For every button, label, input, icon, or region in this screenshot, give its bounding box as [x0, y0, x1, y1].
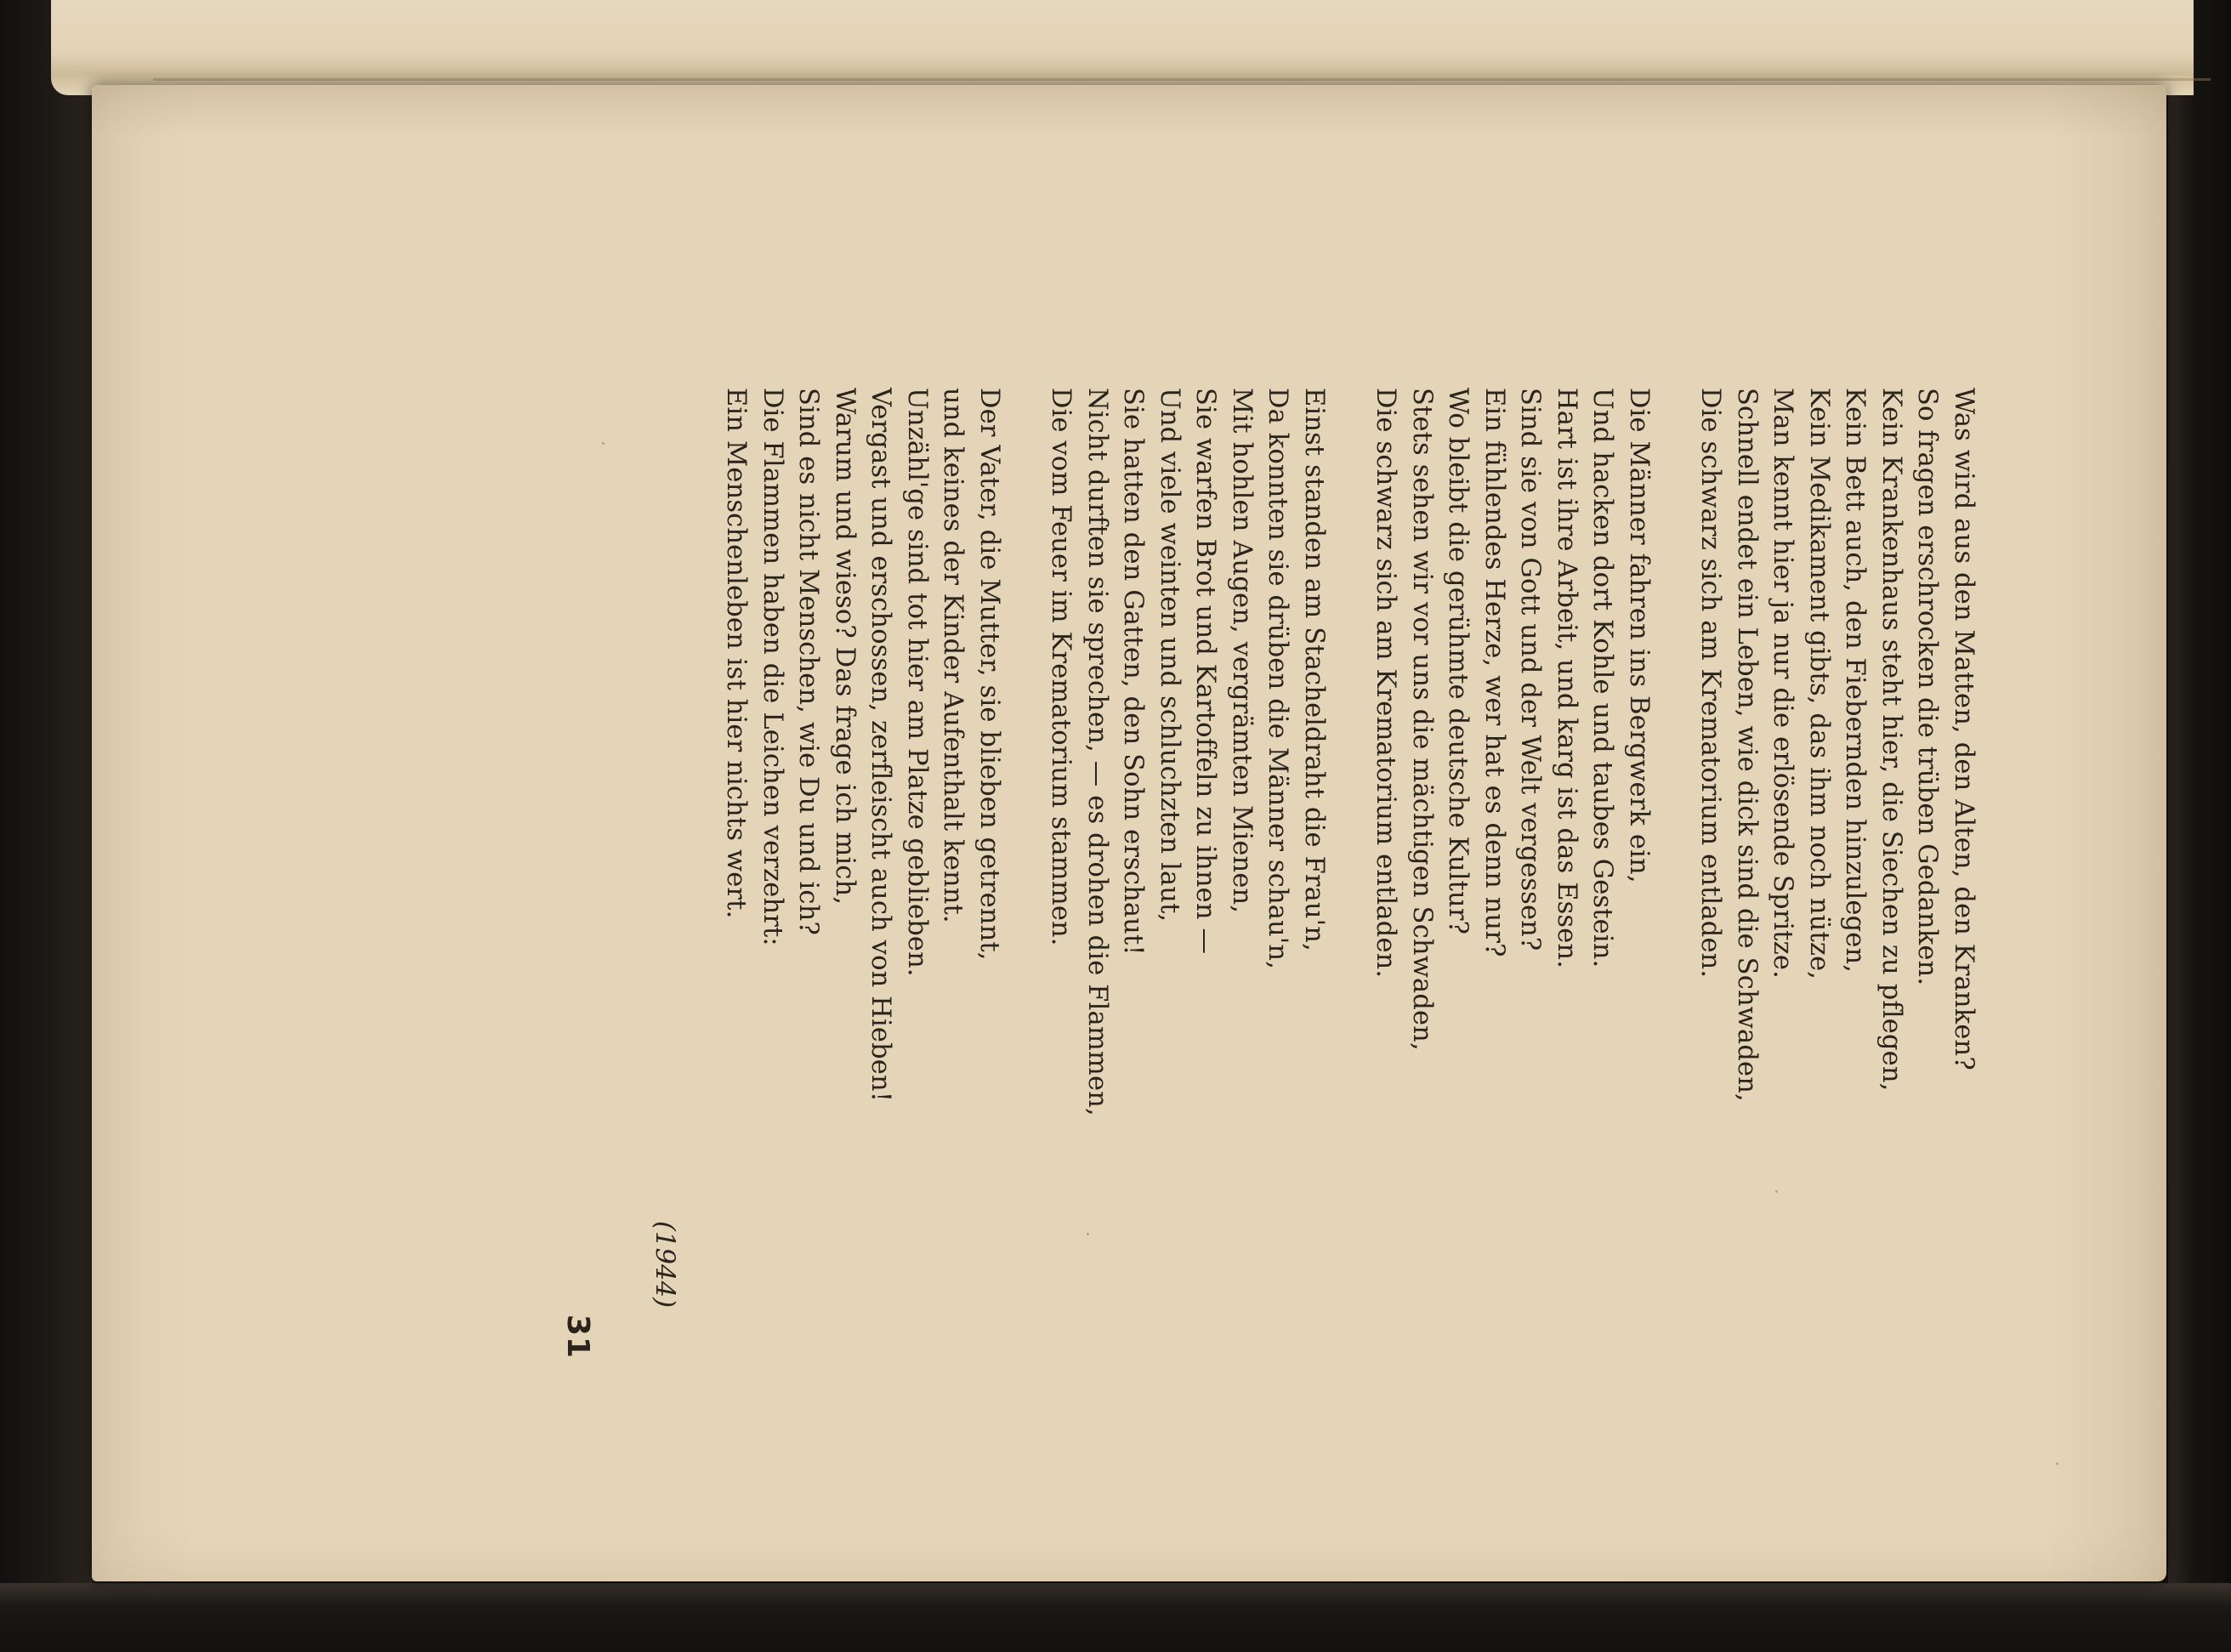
poem-line: Und viele weinten und schluchzten laut, — [1155, 388, 1184, 923]
poem-line: Vergast und erschossen, zerfleischt auch von Hieben! — [866, 388, 896, 1103]
dark-background-left — [0, 0, 94, 1652]
poem-text-block — [560, 388, 1981, 1442]
poem-line: Mit hohlen Augen, vergrämten Mienen, — [1227, 388, 1257, 914]
poem-line: Unzähl'ge sind tot hier am Platze geblieben. — [902, 388, 932, 977]
poem-line: Der Vater, die Mutter, sie blieben getrennt, — [974, 388, 1004, 961]
poem-line: Da konnten sie drüben die Männer schau'n, — [1263, 388, 1293, 970]
poem-line: Die schwarz sich am Krematorium entladen. — [1371, 388, 1401, 979]
poem-date: (1944) — [650, 1221, 679, 1309]
poem-line: Stets sehen wir vor uns die mächtigen Schwaden, — [1407, 388, 1437, 1051]
poem-line: Was wird aus den Matten, den Alten, den Kranken? — [1949, 388, 1978, 1070]
gutter-fold-line — [153, 78, 2211, 81]
poem-line: Ein Menschenleben ist hier nichts wert. — [721, 388, 752, 919]
stanza-1 — [1692, 388, 1981, 1442]
poem-line: Kein Medikament gibts, das ihm noch nütze, — [1804, 388, 1834, 980]
paper-speck — [2056, 1462, 2058, 1465]
poem-line: Die Männer fahren ins Bergwerk ein, — [1624, 388, 1654, 883]
poem-line: Die schwarz sich am Krematorium entladen. — [1695, 388, 1726, 979]
page-number: 31 — [560, 1314, 595, 1360]
poem-line: Sie hatten den Gatten, den Sohn erschaut! — [1118, 388, 1149, 956]
poem-line: Wo bleibt die gerühmte deutsche Kultur? — [1443, 388, 1473, 935]
stanza-4 — [718, 388, 1007, 1442]
poem-line: Ein fühlendes Herze, wer hat es denn nur? — [1479, 388, 1509, 957]
poem-line: Einst standen am Stacheldraht die Frau'n, — [1299, 388, 1329, 951]
stanza-2 — [1367, 388, 1656, 1442]
poem-line: Die vom Feuer im Krematorium stammen. — [1046, 388, 1076, 946]
book-gutter — [51, 0, 2194, 95]
poem-line: Hart ist ihre Arbeit, und karg ist das Essen. — [1552, 388, 1581, 969]
poem-line: Und hacken dort Kohle und taubes Gestein. — [1587, 388, 1618, 968]
poem-line: und keines der Kinder Aufenthalt kennt. — [938, 388, 968, 923]
poem-line: Kein Bett auch, den Fiebernden hinzulegen, — [1840, 388, 1871, 974]
poem-line: Sind es nicht Menschen, wie Du und ich? — [793, 388, 824, 935]
poem-line: Warum und wieso? Das frage ich mich, — [830, 388, 860, 905]
poem-line: Man kennt hier ja nur die erlösende Spritze. — [1768, 388, 1798, 979]
poem-line: Sie warfen Brot und Kartoffeln zu ihnen — — [1190, 388, 1221, 955]
poem-line: Schnell endet ein Leben, wie dick sind die Schwaden, — [1732, 388, 1762, 1102]
poem-line: Sind sie von Gott und der Welt vergessen? — [1515, 388, 1546, 951]
dark-background-right — [2168, 0, 2231, 1652]
dark-background-bottom — [0, 1583, 2231, 1652]
poem-line: Die Flammen haben die Leichen verzehrt: — [758, 388, 787, 946]
poem-line: Kein Krankenhaus steht hier, die Siechen zu pflegen, — [1876, 388, 1906, 1092]
poem-line: So fragen erschrocken die trüben Gedanken. — [1912, 388, 1943, 986]
stanza-3 — [1042, 388, 1331, 1442]
poem-line: Nicht durften sie sprechen, — es drohen die Flammen, — [1082, 388, 1112, 1116]
